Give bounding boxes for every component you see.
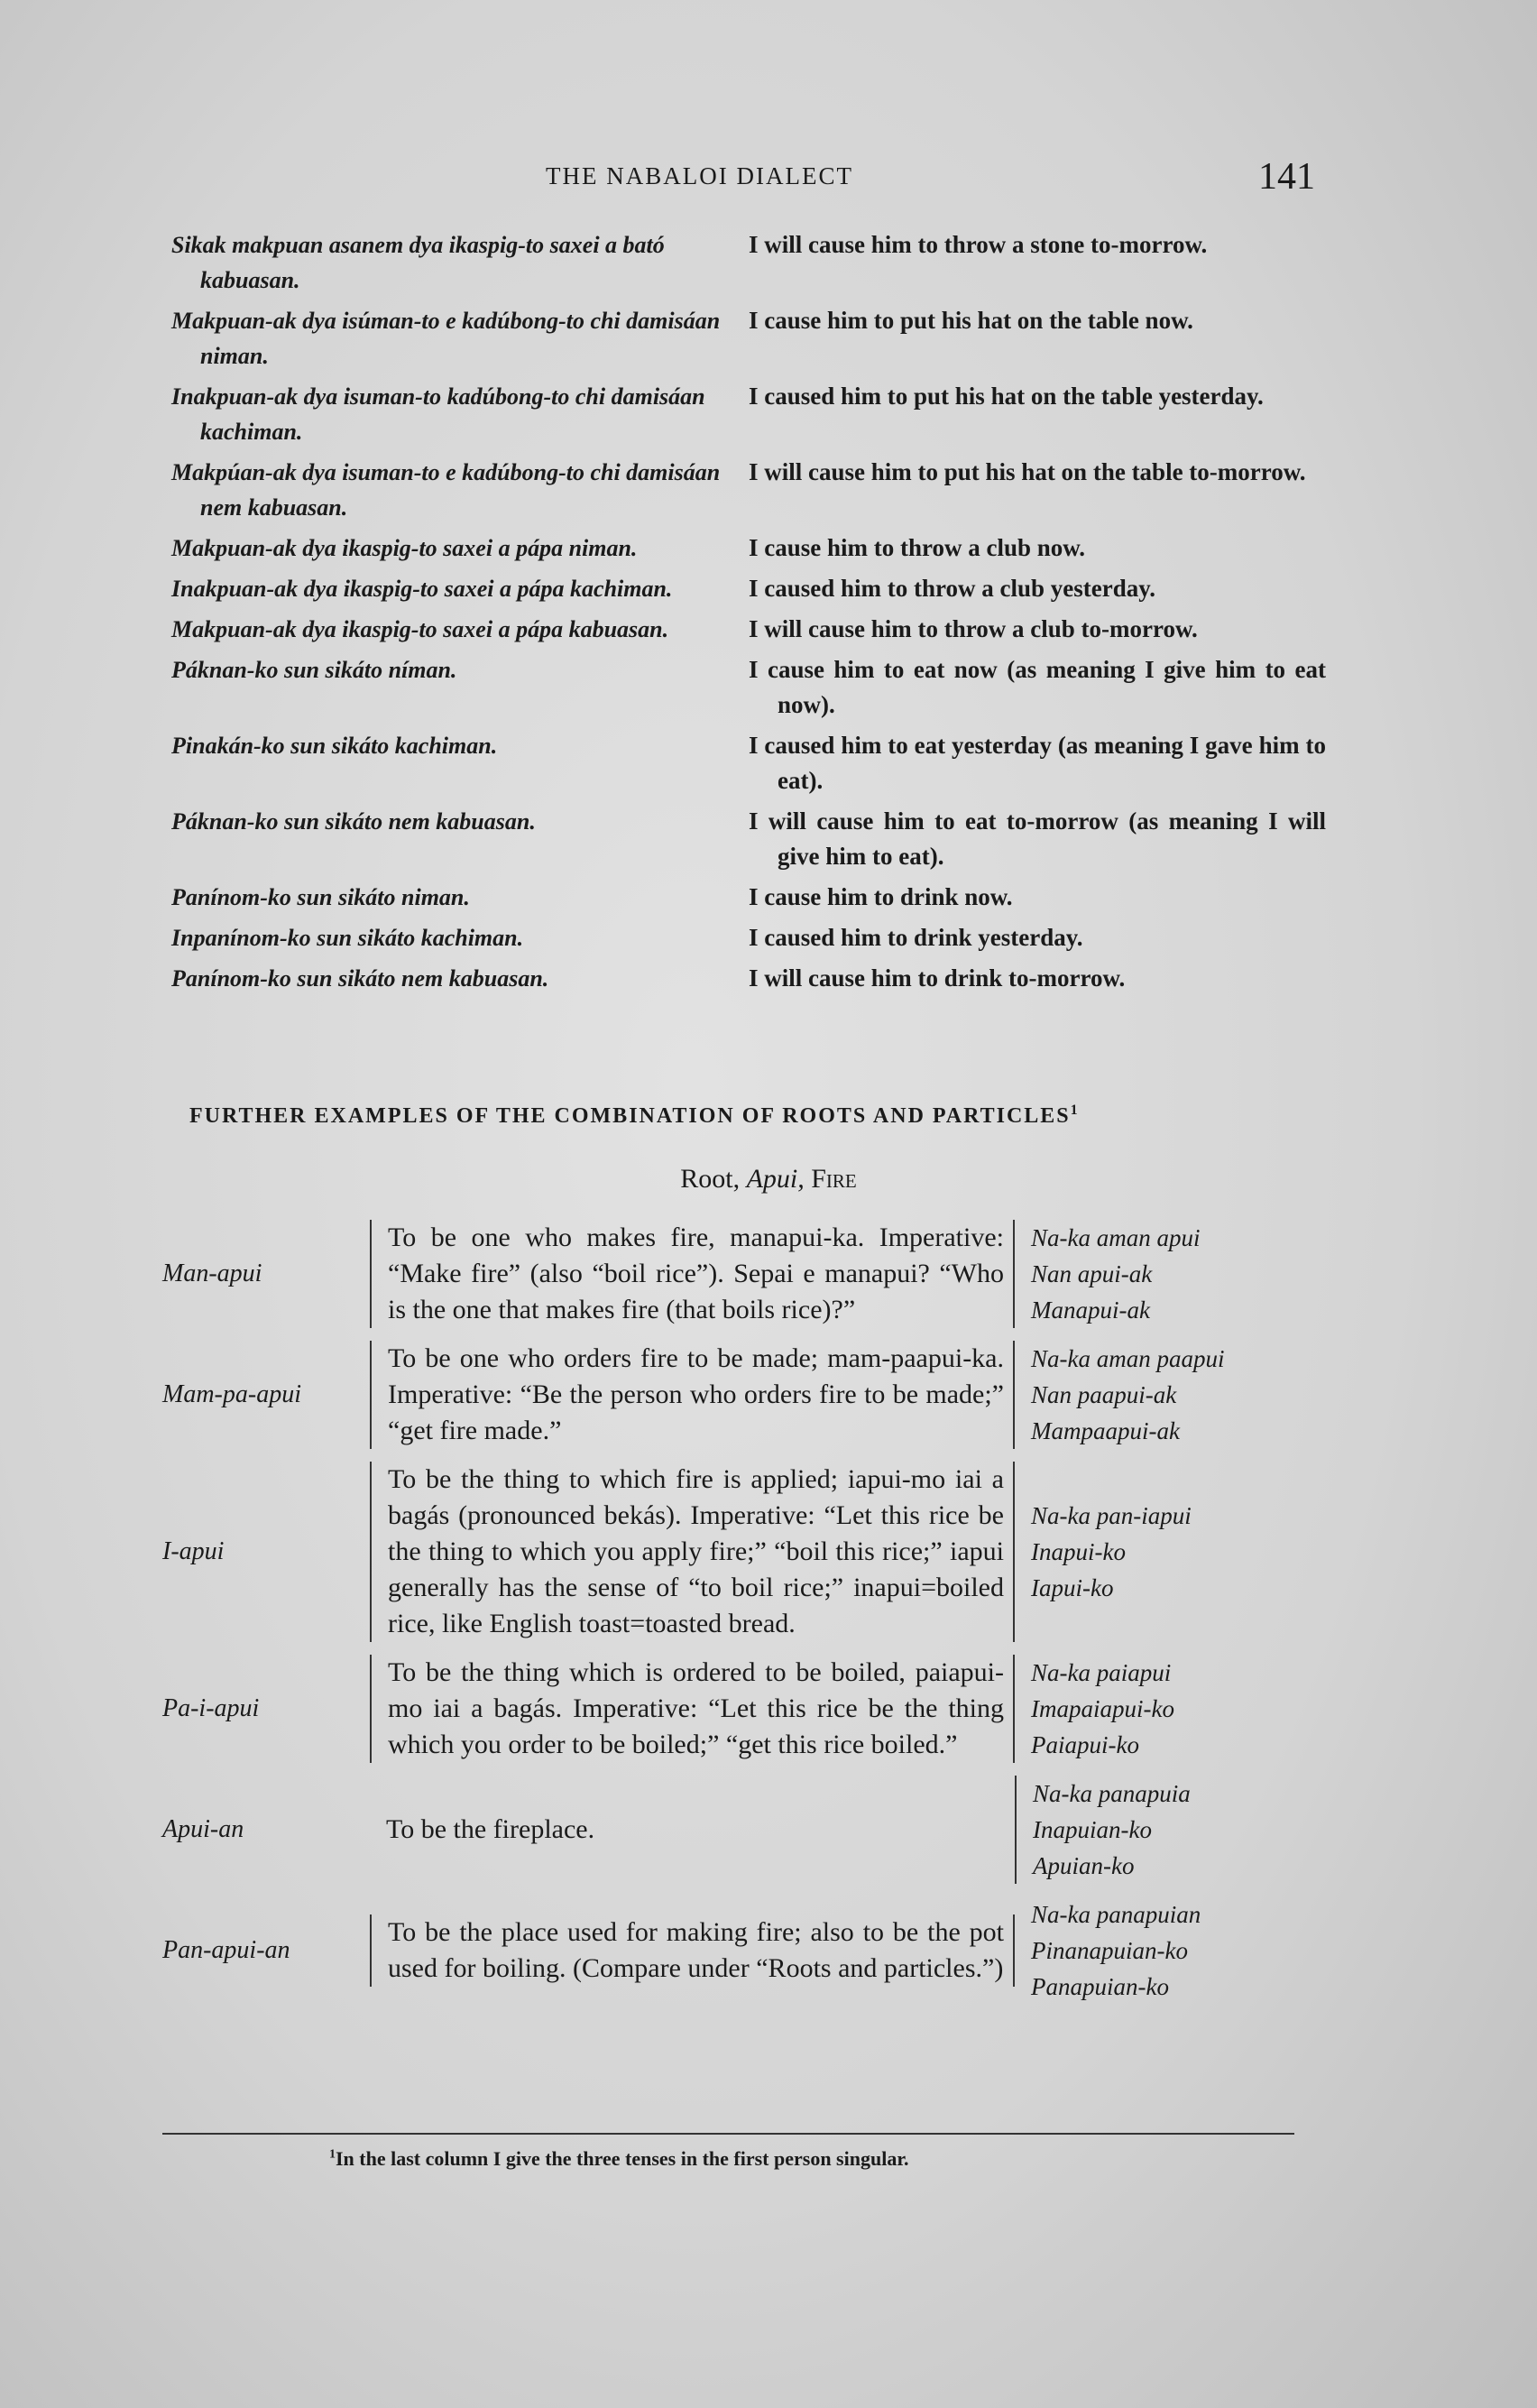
english-translation: I caused him to drink yesterday. — [749, 924, 1083, 951]
entry-pan-apui-an — [162, 1896, 1326, 2005]
footnote-divider — [162, 2133, 1294, 2135]
sentence-row — [171, 455, 1326, 525]
tense-present: Pinanapuian-ko — [1031, 1937, 1188, 1964]
tense-past: Na-ka paiapui — [1031, 1659, 1172, 1686]
nabaloi-sentence: Makpuan-ak dya ikaspig-to saxei a pápa niman. — [171, 535, 638, 561]
entry-definition: To be the place used for making fire; also to be the pot used for boiling. (Compare under “Roots and particles.”) — [370, 1914, 1015, 1987]
nabaloi-sentence: Inpanínom-ko sun sikáto kachiman. — [171, 925, 524, 951]
sentence-row — [171, 920, 1326, 955]
running-title: THE NABALOI DIALECT — [546, 162, 853, 189]
entry-apui-an — [162, 1776, 1326, 1884]
root-label: Root, — [680, 1164, 741, 1194]
tense-past: Na-ka aman apui — [1031, 1224, 1201, 1251]
sentence-row — [171, 303, 1326, 374]
entry-definition: To be the thing to which fire is applied; iapui-mo iai a bagás (pronounced bekás). Imperative: “Let this rice be the thing to which you apply fire;” “boil this rice;” iapui generally has the sense of “to boil rice;” inapui=boiled rice, like English toast=toasted bread. — [370, 1462, 1015, 1642]
tense-future: Paiapui-ko — [1031, 1731, 1139, 1758]
entry-definition: To be the fireplace. — [386, 1814, 595, 1844]
nabaloi-sentence: Inakpuan-ak dya ikaspig-to saxei a pápa kachiman. — [171, 576, 673, 602]
sentence-row — [171, 612, 1326, 647]
nabaloi-sentence: Pinakán-ko sun sikáto kachiman. — [171, 733, 498, 759]
entry-pa-i-apui — [162, 1655, 1326, 1763]
tense-forms — [1015, 1776, 1191, 1884]
footnote — [329, 2147, 909, 2171]
nabaloi-sentence: Sikak makpuan asanem dya ikaspig-to saxei a bató kabuasan. — [171, 232, 665, 293]
english-translation: I cause him to put his hat on the table now. — [749, 307, 1193, 334]
english-translation: I caused him to eat yesterday (as meaning I gave him to eat). — [749, 732, 1326, 794]
english-translation: I will cause him to drink to-morrow. — [749, 964, 1126, 992]
entry-word: I-apui — [162, 1537, 225, 1565]
sentence-row — [171, 379, 1326, 449]
nabaloi-sentence: Makpuan-ak dya isúman-to e kadúbong-to chi damisáan niman. — [171, 308, 721, 369]
sentence-row — [171, 804, 1326, 874]
tense-past: Na-ka panapuian — [1031, 1901, 1201, 1928]
nabaloi-sentence: Panínom-ko sun sikáto niman. — [171, 884, 470, 910]
english-translation: I cause him to eat now (as meaning I give him to eat now). — [749, 656, 1326, 718]
tense-forms — [1015, 1896, 1201, 2005]
tense-past: Na-ka panapuia — [1033, 1780, 1191, 1807]
entry-word: Pan-apui-an — [162, 1936, 290, 1964]
english-translation: I cause him to throw a club now. — [749, 534, 1086, 561]
tense-future: Manapui-ak — [1031, 1296, 1150, 1324]
tense-future: Panapuian-ko — [1031, 1973, 1169, 2000]
english-translation: I caused him to put his hat on the table yesterday. — [749, 383, 1264, 410]
entry-man-apui — [162, 1220, 1326, 1328]
entry-definition: To be the thing which is ordered to be boiled, paiapui-mo iai a bagás. Imperative: “Let this rice be the thing which you order to be boiled;” “get this rice boiled.” — [370, 1655, 1015, 1763]
root-entries — [162, 1220, 1326, 2017]
english-translation: I will cause him to throw a stone to-morrow. — [749, 231, 1208, 258]
sentence-row — [171, 728, 1326, 798]
running-header — [0, 155, 1537, 200]
english-translation: I will cause him to put his hat on the table to-morrow. — [749, 458, 1306, 485]
root-heading — [0, 1164, 1537, 1195]
tense-present: Inapuian-ko — [1033, 1816, 1152, 1843]
sentence-row — [171, 961, 1326, 996]
sentence-row — [171, 880, 1326, 915]
footnote-reference: 1 — [1070, 1103, 1080, 1118]
entry-word: Pa-i-apui — [162, 1694, 260, 1722]
tense-future: Iapui-ko — [1031, 1574, 1114, 1601]
sentence-row — [171, 227, 1326, 298]
tense-present: Nan apui-ak — [1031, 1260, 1153, 1287]
nabaloi-sentence: Panínom-ko sun sikáto nem kabuasan. — [171, 965, 549, 992]
tense-forms — [1015, 1498, 1192, 1606]
entry-definition: To be one who orders fire to be made; mam-paapui-ka. Imperative: “Be the person who orders fire to be made;” “get fire made.” — [370, 1341, 1015, 1449]
nabaloi-sentence: Inakpuan-ak dya isuman-to kadúbong-to chi damisáan kachiman. — [171, 383, 705, 445]
tense-future: Mampaapui-ak — [1031, 1417, 1180, 1444]
tense-present: Imapaiapui-ko — [1031, 1695, 1174, 1722]
nabaloi-sentence: Páknan-ko sun sikáto nem kabuasan. — [171, 808, 536, 835]
sentence-row — [171, 652, 1326, 723]
nabaloi-sentence: Páknan-ko sun sikáto níman. — [171, 657, 457, 683]
nabaloi-sentence: Makpuan-ak dya ikaspig-to saxei a pápa kabuasan. — [171, 616, 669, 642]
entry-word: Mam-pa-apui — [162, 1380, 301, 1408]
tense-past: Na-ka aman paapui — [1031, 1345, 1225, 1372]
page-number: 141 — [1258, 156, 1315, 198]
entry-i-apui — [162, 1462, 1326, 1642]
tense-present: Nan paapui-ak — [1031, 1381, 1177, 1408]
entry-mam-pa-apui — [162, 1341, 1326, 1449]
tense-present: Inapui-ko — [1031, 1538, 1126, 1565]
sentence-table — [171, 227, 1326, 1001]
english-translation: I will cause him to eat to-morrow (as meaning I will give him to eat). — [749, 807, 1326, 870]
section-heading-text: FURTHER EXAMPLES OF THE COMBINATION OF ROOTS AND PARTICLES — [189, 1104, 1071, 1128]
entry-word: Apui-an — [162, 1815, 244, 1843]
tense-forms — [1015, 1341, 1224, 1449]
tense-future: Apuian-ko — [1033, 1852, 1135, 1879]
tense-forms — [1015, 1655, 1174, 1763]
nabaloi-sentence: Makpúan-ak dya isuman-to e kadúbong-to chi damisáan nem kabuasan. — [171, 459, 721, 521]
root-meaning: Fire — [811, 1164, 857, 1194]
footnote-text: In the last column I give the three tenses in the first person singular. — [336, 2147, 909, 2170]
root-word: Apui, — [746, 1164, 805, 1194]
sentence-row — [171, 530, 1326, 566]
tense-forms — [1015, 1220, 1200, 1328]
entry-word: Man-apui — [162, 1259, 262, 1287]
english-translation: I will cause him to throw a club to-morrow. — [749, 615, 1198, 642]
entry-definition: To be one who makes fire, manapui-ka. Imperative: “Make fire” (also “boil rice”). Sepai e manapui? “Who is the one that makes fire (that boils rice)?” — [370, 1220, 1015, 1328]
section-heading — [189, 1103, 1353, 1129]
english-translation: I cause him to drink now. — [749, 883, 1013, 910]
sentence-row — [171, 571, 1326, 606]
tense-past: Na-ka pan-iapui — [1031, 1502, 1192, 1529]
footnote-marker: 1 — [329, 2147, 336, 2162]
english-translation: I caused him to throw a club yesterday. — [749, 575, 1156, 602]
